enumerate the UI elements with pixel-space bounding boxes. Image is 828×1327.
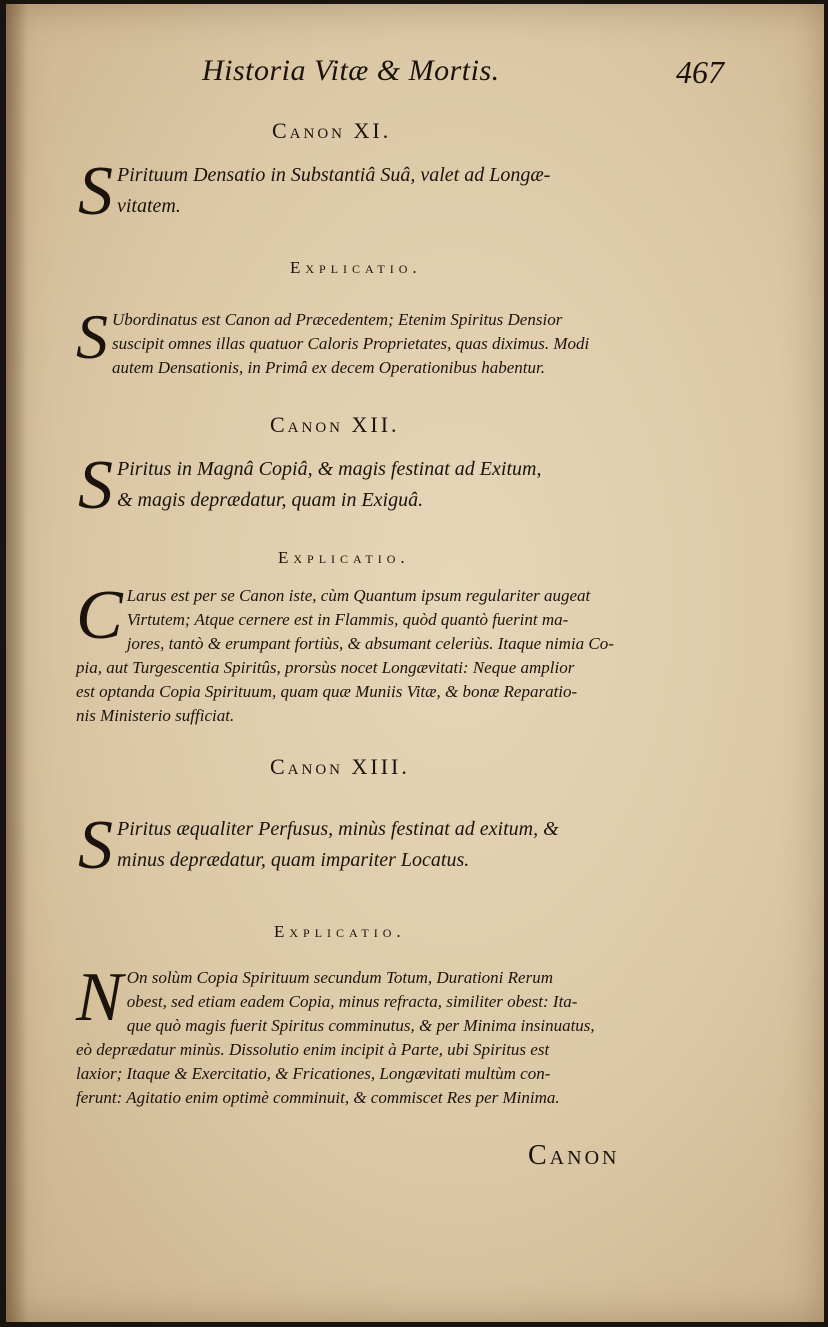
explicatio-heading: Explicatio. <box>290 258 422 277</box>
drop-capital: S <box>76 301 108 372</box>
explicatio-heading: Explicatio. <box>274 922 406 941</box>
drop-capital: N <box>76 959 123 1036</box>
body-line: nis Ministerio sufficiat. <box>76 706 235 725</box>
body-line: laxior; Itaque & Exercitatio, & Fricationes, Longævitati multùm con- <box>76 1064 551 1083</box>
drop-capital: C <box>76 577 123 654</box>
body-line: est optanda Copia Spirituum, quam quæ Muniis Vitæ, & bonæ Reparatio- <box>76 682 578 701</box>
drop-capital: S <box>78 447 113 524</box>
canon-statement <box>78 153 668 230</box>
book-page <box>6 4 824 1322</box>
body-line: Ubordinatus est Canon ad Præcedentem; Etenim Spiritus Densior <box>112 310 563 329</box>
body-line: suscipit omnes illas quatuor Caloris Proprietates, quas diximus. Modi <box>112 334 590 353</box>
body-line: pia, aut Turgescentia Spiritûs, prorsùs nocet Longævitati: Neque amplior <box>76 658 575 677</box>
statement-line: Piritus æqualiter Perfusus, minùs festinat ad exitum, & <box>117 818 559 840</box>
statement-line: minus deprædatur, quam impariter Locatus. <box>117 849 470 871</box>
canon-statement <box>78 807 668 884</box>
explicatio-body <box>76 301 666 380</box>
explicatio-body <box>76 959 676 1110</box>
body-line: Virtutem; Atque cernere est in Flammis, quòd quantò fuerint ma- <box>126 610 569 629</box>
body-line: On solùm Copia Spirituum secundum Totum, Durationi Rerum <box>126 968 553 987</box>
body-line: que quò magis fuerit Spiritus comminutus, & per Minima insinuatus, <box>126 1016 595 1035</box>
body-line: Larus est per se Canon iste, cùm Quantum ipsum regulariter augeat <box>126 586 591 605</box>
catchword: Canon <box>528 1140 620 1171</box>
body-line: jores, tantò & erumpant fortiùs, & absumant celeriùs. Itaque nimia Co- <box>126 634 614 653</box>
explicatio-heading: Explicatio. <box>278 548 410 567</box>
drop-capital: S <box>78 153 113 230</box>
body-line: eò deprædatur minùs. Dissolutio enim incipit à Parte, ubi Spiritus est <box>76 1040 550 1059</box>
canon-heading: Canon XIII. <box>270 754 410 779</box>
statement-line: Piritus in Magnâ Copiâ, & magis festinat ad Exitum, <box>117 458 542 480</box>
canon-heading: Canon XII. <box>270 412 400 437</box>
canon-statement <box>78 447 668 524</box>
statement-line: & magis deprædatur, quam in Exiguâ. <box>117 489 424 511</box>
explicatio-body <box>76 577 676 728</box>
body-line: obest, sed etiam eadem Copia, minus refracta, similiter obest: Ita- <box>126 992 578 1011</box>
running-header: Historia Vitæ & Mortis. <box>202 54 500 87</box>
page-number: 467 <box>676 54 724 90</box>
canon-heading: Canon XI. <box>272 118 392 143</box>
statement-line: vitatem. <box>117 195 181 217</box>
statement-line: Pirituum Densatio in Substantiâ Suâ, valet ad Longæ- <box>117 164 551 186</box>
drop-capital: S <box>78 807 113 884</box>
body-line: ferunt: Agitatio enim optimè comminuit, & commiscet Res per Minima. <box>76 1088 560 1107</box>
body-line: autem Densationis, in Primâ ex decem Operationibus habentur. <box>112 358 545 377</box>
